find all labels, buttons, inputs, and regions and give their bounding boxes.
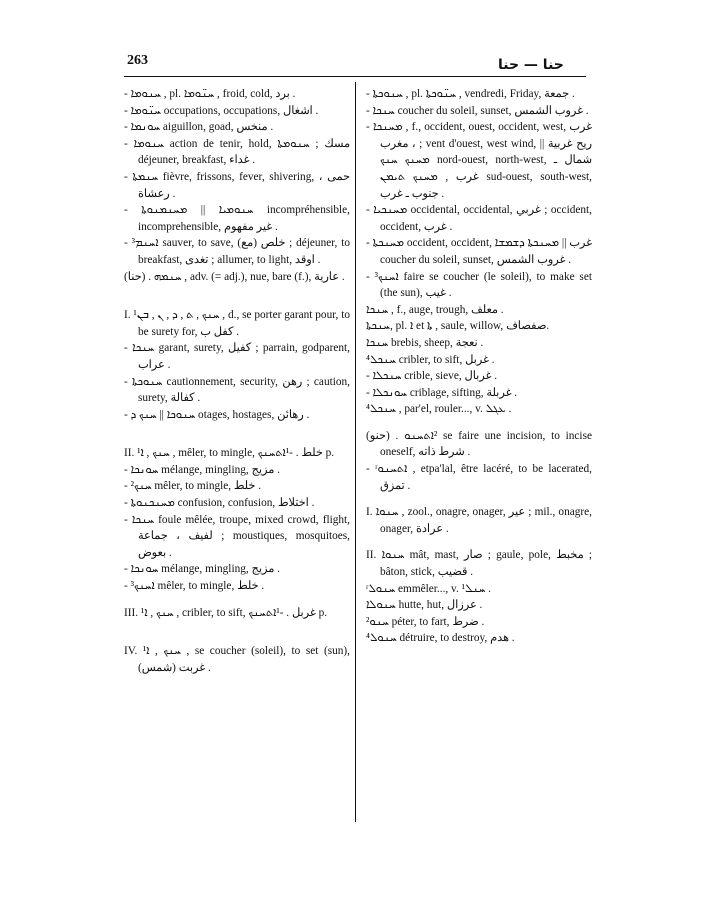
dictionary-entry: ʳܚܢܘܠ emmêler..., v. ¹ܚܢܠ . <box>366 582 491 595</box>
dictionary-entry: ⁴ܚܢܘܠ détruire, to destroy, هدم . <box>366 632 515 645</box>
dictionary-entry: II. ܚܢܘܐ mât, mast, صار ; gaule, pole, مخبط ; bâton, stick, قضيب . <box>366 549 592 579</box>
dictionary-entry: - ܚܢܟܐ coucher du soleil, sunset, غروب الشمس . <box>366 104 589 117</box>
dictionary-entry: - ³ܐܚܢܡ sauver, to save, (مع) خلص ; déjeuner, to breakfast, تغدى ; allumer, to light, اوقد . <box>124 237 350 266</box>
dictionary-entry: - ܡܚܢܟܐ , f., occident, ouest, occident, west, غرب ، مغرب ; vent d'ouest, west wind, ريح غربية || ܡܚܢܟ ܚܢܟ nord-ouest, north-west, شمال ـ غرب , ܡܚܢܟ ܬܝܡܢ sud-ouest, south-west, جنوب ـ غرب . <box>366 121 592 200</box>
dictionary-entry: - ܚܘܢܟܠܐ criblage, sifting, غربلة . <box>366 386 518 399</box>
dictionary-entry: - ³ܐܚܢܟ faire se coucher (le soleil), to make set (the sun), غيب . <box>366 270 592 300</box>
dictionary-entry: - ܚܢܘܡܐ , pl. ܚܢ̈ܘܡܐ , froid, cold, برد . <box>124 88 296 100</box>
dictionary-entry: II. ¹ܚܢܟ , ܐ , mêler, to mingle, خلط . -¹ܐܬܚܢܟ p. <box>124 447 335 460</box>
dictionary-entry: - ܚܘܢܟܐ mélange, mingling, مزيج . <box>124 463 280 476</box>
dictionary-entry: ܚܢܟܐ , f., auge, trough, معلف . <box>366 303 504 316</box>
dictionary-entry: - ܚܢܘܡܝܐ || ܡܚܢܡܢܘܬܐ incompréhensible, incomprehensible, غير مفهوم . <box>124 204 350 233</box>
dictionary-entry: ⁴ܚܢܟܠ , par'el, rouler..., v. ܥܓܠ . <box>366 403 512 416</box>
dictionary-entry: (حنو) . ²ܐܬܚܢܘ se faire une incision, to incise oneself, شرط ذاته . <box>366 429 592 459</box>
dictionary-entry: - ܚܢ̈ܘܡܐ occupations, occupations, اشغال . <box>124 104 319 117</box>
dictionary-entry: - ²ܚܢܟ mêler, to mingle, خلط . <box>124 480 262 493</box>
header-rule <box>124 76 586 77</box>
dictionary-entry: IV. ¹ܚܢܟ , ܐ , se coucher (soleil), to set (sun), غربت (شمس) . <box>124 645 350 674</box>
dictionary-entry: I. ¹ܚܢܟ , ܬ , ܕ , ܢ , ܒܢ , d., se porter garant pour, to be surety for, كفل ب . <box>124 309 350 338</box>
dictionary-entry: - ʳܐܬܚܢܘ , etpa'lal, être lacéré, to be lacerated, تمزق . <box>366 463 592 492</box>
dictionary-entry: - ܚܢܡܬܐ fièvre, frissons, fever, shivering, حمى ، رعشاة . <box>124 170 350 200</box>
dictionary-entry: ⁴ܚܢܟܠ cribler, to sift, غربل . <box>366 353 495 366</box>
dictionary-entry: - ܡܚܢܟܝܐ occidental, occidental, غربي ; occident, occident, غرب . <box>366 204 592 233</box>
page-number: 263 <box>127 53 148 68</box>
column-divider <box>355 82 356 822</box>
dictionary-entry: - ܚܢܘܡܐ action de tenir, hold, مسك ; ܚܢܘܡܬܐ déjeuner, breakfast, غداء . <box>124 137 350 167</box>
dictionary-entry: ܚܢܟܐ brebis, sheep, نعجة . <box>366 336 484 349</box>
dictionary-entry: - ܡܚܢܟܢܘܬܐ confusion, confusion, اختلاط . <box>124 497 315 510</box>
running-head: حنا — حنا <box>498 57 564 73</box>
dictionary-entry: - ܚܘܢܡܐ aiguillon, goad, منخس . <box>124 121 274 134</box>
dictionary-entry: - ܡܚܢܟܬܐ occident, occident, غرب || ܡܚܢܟܬܐ ܕܫܡܫܐ coucher du soleil, sunset, غروب الشمس . <box>366 237 592 266</box>
dictionary-entry: - ܚܢܟܐ garant, surety, كفيل ; parrain, godparent, عراب . <box>124 342 350 371</box>
dictionary-entry: - ܚܢܘܟܬܐ cautionnement, security, رهن ; caution, surety, كفالة . <box>124 375 350 405</box>
dictionary-entry: III. ¹ܚܢܟ , ܐ , cribler, to sift, غربل . -¹ܐܬܚܢܟ p. <box>124 606 328 619</box>
left-column <box>124 86 350 676</box>
dictionary-entry: - ܚܢܟܠܐ crible, sieve, غربال . <box>366 370 498 383</box>
dictionary-entry: - ܚܢܘܟܐ || ܚܢܟ ܕ otages, hostages, رهائن . <box>124 408 310 421</box>
dictionary-entry: I. ܚܢܘܐ , zool., onagre, onager, عير ; mil., onagre, onager, عرادة . <box>366 506 592 535</box>
dictionary-entry: (حنا) . ܚܢܡܗ , adv. (= adj.), nue, bare (f.), عارية . <box>124 270 345 283</box>
dictionary-entry: ܚܢܘܠܐ hutte, hut, عرزال . <box>366 599 483 612</box>
dictionary-entry: - ܚܘܢܟܐ mélange, mingling, مزيج . <box>124 563 280 576</box>
dictionary-entry: - ܚܢܘܟܬܐ , pl. ܚܢ̈ܘܟܬܐ , vendredi, Friday, جمعة . <box>366 88 575 100</box>
dictionary-entry: - ³ܐܚܢܟ mêler, to mingle, خلط . <box>124 580 265 593</box>
dictionary-entry: ܚܢܟܬܐ, pl. ܐ et ܬܐ , saule, willow, صفصاف. <box>366 320 550 333</box>
dictionary-entry: ²ܚܢܘ péter, to fart, ضرط . <box>366 615 485 628</box>
dictionary-entry: - ܚܢܟܐ foule mêlée, troupe, mixed crowd, flight, لفيف ، جماعة ; moustiques, mosquitoes, بعوض . <box>124 513 350 559</box>
right-column <box>366 86 592 647</box>
page-header <box>0 0 714 80</box>
